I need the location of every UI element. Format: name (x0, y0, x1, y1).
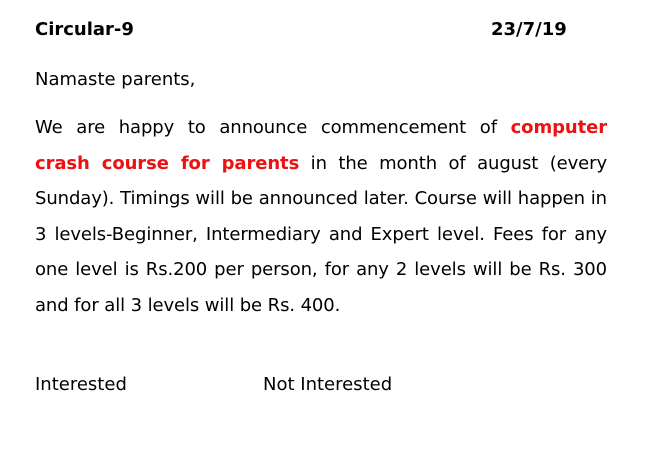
option-not-interested: Not Interested (263, 374, 393, 395)
circular-number: Circular-9 (35, 19, 134, 40)
announcement-intro: We are happy to announce commencement of (35, 117, 497, 138)
circular-date: 23/7/19 (491, 19, 567, 40)
announcement-paragraph (35, 110, 607, 323)
course-name-highlight: computer crash course for parents (35, 117, 607, 174)
option-interested: Interested (35, 374, 127, 395)
announcement-details: in the month of august (every Sunday). Timings will be announced later. Course will happen in 3 levels-Beginner, Intermediary and Expert level. Fees for any one level is Rs.200 per person, for any 2 levels will be Rs. 300 and for all 3 levels will be Rs. 400. (35, 152, 607, 316)
greeting: Namaste parents, (35, 69, 196, 90)
